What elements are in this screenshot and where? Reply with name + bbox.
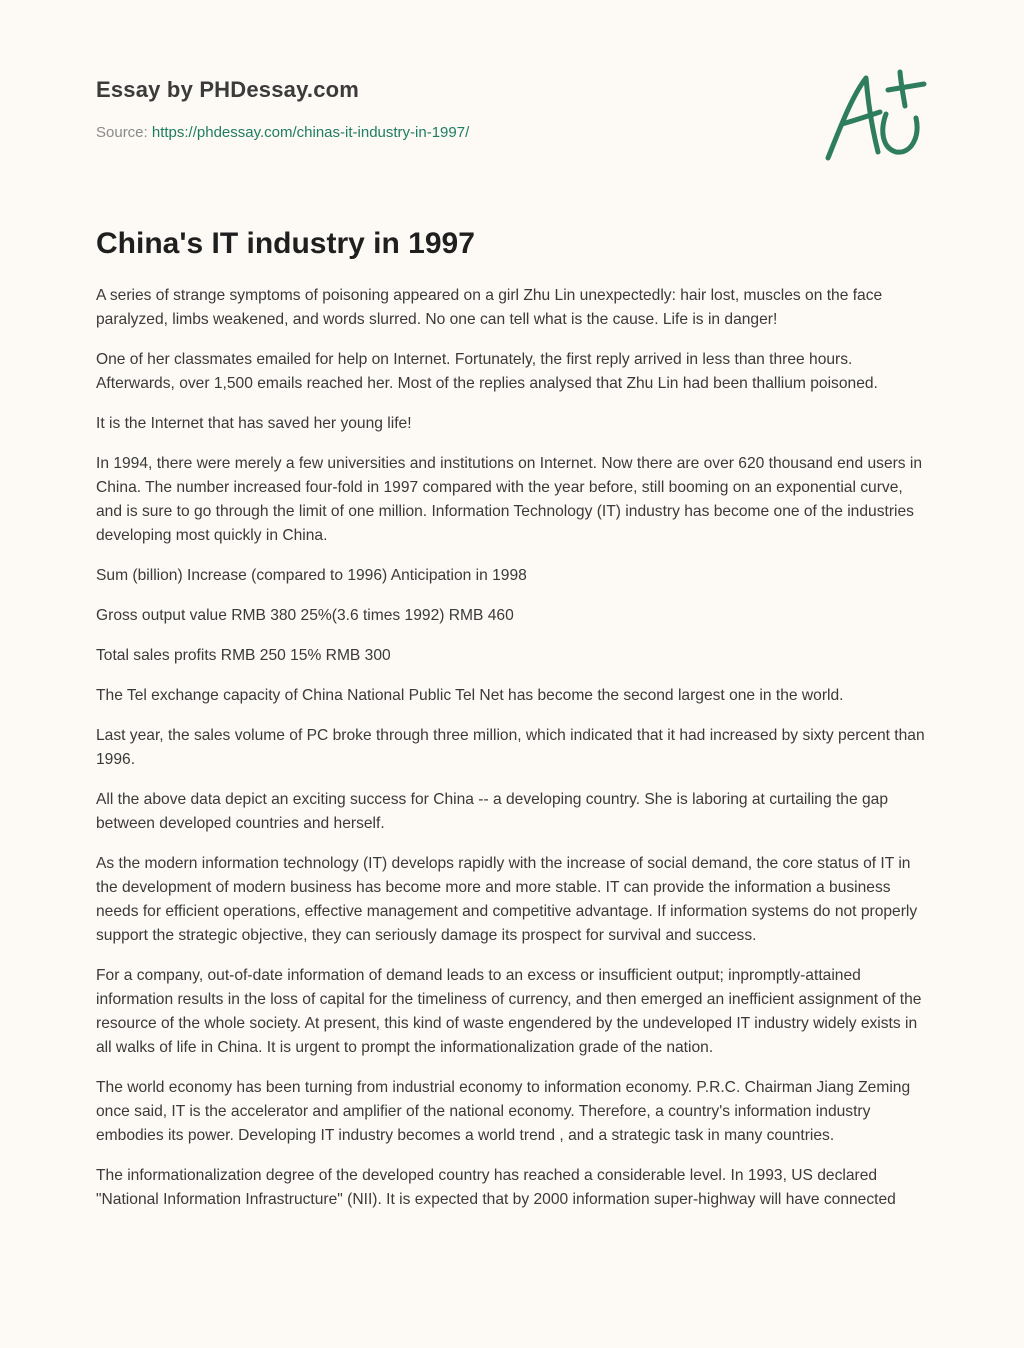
article-title: China's IT industry in 1997 — [96, 227, 475, 260]
site-brand[interactable]: Essay by PHDessay.com — [96, 77, 360, 102]
source-label: Source: — [96, 124, 152, 141]
table-header-line: Sum (billion) Increase (compared to 1996) Anticipation in 1998 — [96, 567, 527, 584]
paragraph: The Tel exchange capacity of China National Public Tel Net has become the second largest one in the world. — [96, 687, 844, 704]
paragraph: As the modern information technology (IT) develops rapidly with the increase of social demand, the core status of IT in the development of modern business has become more and more stable. IT can provide the information a business needs for efficient operations, effective management and competitive advantage. If information systems do not properly support the strategic objective, they can seriously damage its prospect for survival and success. — [96, 855, 918, 944]
paragraph: The informationalization degree of the developed country has reached a considerable level. In 1993, US declared "National Information Infrastructure" (NII). It is expected that by 2000 information super-highway will have connected — [96, 1167, 896, 1208]
paragraph: One of her classmates emailed for help on Internet. Fortunately, the first reply arrived in less than three hours. Afterwards, over 1,500 emails reached her. Most of the replies analysed that Zhu Lin had been thallium poisoned. — [96, 351, 878, 392]
paragraph: In 1994, there were merely a few universities and institutions on Internet. Now there are over 620 thousand end users in China. The number increased four-fold in 1997 compared with the year before, still booming on an exponential curve, and is sure to go through the limit of one million. Information Technology (IT) industry has become one of the industries developing most quickly in China. — [96, 455, 923, 544]
paragraph: Last year, the sales volume of PC broke through three million, which indicated that it had increased by sixty percent than 1996. — [96, 727, 925, 768]
a-plus-logo-icon — [822, 66, 928, 166]
table-row-line: Total sales profits RMB 250 15% RMB 300 — [96, 647, 391, 664]
page-header — [96, 76, 796, 143]
paragraph: The world economy has been turning from industrial economy to information economy. P.R.C. Chairman Jiang Zeming once said, IT is the accelerator and amplifier of the national economy. Therefore, a country's information industry embodies its power. Developing IT industry becomes a world trend , and a strategic task in many countries. — [96, 1079, 911, 1144]
table-row-line: Gross output value RMB 380 25%(3.6 times 1992) RMB 460 — [96, 607, 514, 624]
paragraph: A series of strange symptoms of poisoning appeared on a girl Zhu Lin unexpectedly: hair lost, muscles on the face paralyzed, limbs weakened, and words slurred. No one can tell what is the cause. Life is in danger! — [96, 287, 883, 328]
article-body — [96, 284, 930, 1228]
source-link[interactable]: https://phdessay.com/chinas-it-industry-in-1997/ — [151, 124, 470, 141]
source-line — [96, 123, 796, 143]
paragraph: For a company, out-of-date information of demand leads to an excess or insufficient output; inpromptly-attained information results in the loss of capital for the timeliness of currency, and then emerged an inefficient assignment of the resource of the whole society. At present, this kind of waste engendered by the undeveloped IT industry widely exists in all walks of life in China. It is urgent to prompt the informationalization grade of the nation. — [96, 967, 922, 1056]
paragraph: All the above data depict an exciting success for China -- a developing country. She is laboring at curtailing the gap between developed countries and herself. — [96, 791, 888, 832]
paragraph: It is the Internet that has saved her young life! — [96, 415, 412, 432]
